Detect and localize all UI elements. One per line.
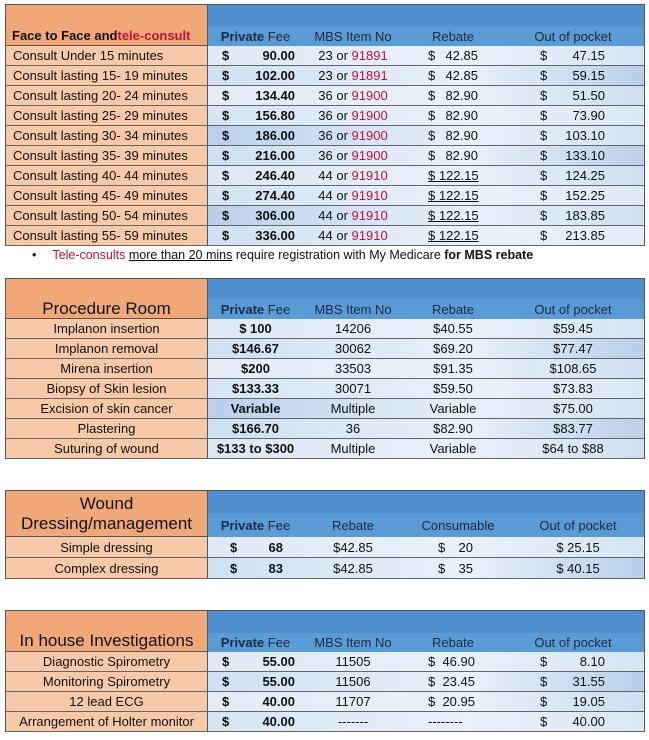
column-header-consumable bbox=[403, 513, 513, 537]
table-row bbox=[6, 186, 644, 206]
out-of-pocket: $ 40.15 bbox=[556, 560, 600, 576]
out-of-pocket: 124.25 bbox=[565, 168, 605, 183]
currency-symbol: $ bbox=[540, 228, 548, 243]
mbs-item: 36 bbox=[345, 421, 361, 436]
currency-symbol: $ bbox=[428, 48, 436, 63]
rebate: $ 122.15 bbox=[428, 228, 479, 243]
mbs-item: 11505 bbox=[335, 654, 371, 669]
mbs-item-b: 91900 bbox=[351, 108, 388, 123]
note-a: Tele-consults bbox=[52, 248, 129, 262]
currency-symbol: $ bbox=[540, 208, 548, 223]
title-line-1: Wound bbox=[79, 493, 134, 513]
column-header-rebate bbox=[403, 633, 503, 652]
currency-symbol: $ bbox=[222, 148, 230, 163]
row-label: Consult lasting 40- 44 minutes bbox=[6, 166, 208, 185]
column-header-out bbox=[503, 633, 643, 652]
row-values bbox=[208, 86, 644, 105]
private-fee: $166.70 bbox=[232, 421, 279, 436]
private-fee: 306.00 bbox=[255, 208, 295, 223]
row-label: Complex dressing bbox=[6, 558, 208, 578]
currency-symbol: $ bbox=[222, 654, 230, 669]
currency-symbol: $ bbox=[540, 128, 548, 143]
private-fee: $133.33 bbox=[232, 381, 279, 396]
mbs-item-a: 44 or bbox=[318, 228, 352, 243]
row-values bbox=[208, 537, 644, 557]
row-values bbox=[208, 439, 644, 458]
row-values bbox=[208, 359, 644, 378]
row-values bbox=[208, 652, 644, 671]
column-header-mbs bbox=[303, 299, 403, 319]
rebate: 82.90 bbox=[445, 128, 478, 143]
column-header-out bbox=[503, 299, 643, 319]
table-row bbox=[6, 379, 644, 399]
consumable: 35 bbox=[458, 560, 473, 576]
row-label: Arrangement of Holter monitor bbox=[6, 712, 208, 731]
rebate: $59.50 bbox=[433, 381, 473, 396]
private-fee: 274.40 bbox=[255, 188, 295, 203]
row-values bbox=[208, 379, 644, 398]
mbs-item: 30062 bbox=[334, 341, 372, 356]
private-fee: $133 to $300 bbox=[216, 441, 295, 456]
table-row bbox=[6, 146, 644, 166]
currency-symbol: $ bbox=[230, 560, 238, 576]
title-red: tele-consult bbox=[117, 28, 191, 43]
currency-symbol: $ bbox=[540, 714, 548, 729]
currency-symbol: $ bbox=[428, 108, 436, 123]
private-fee: 83 bbox=[268, 560, 283, 576]
note-b: more than 20 mins bbox=[128, 248, 233, 262]
out-of-pocket: 213.85 bbox=[565, 228, 605, 243]
rebate: $40.55 bbox=[433, 321, 473, 336]
header-label: MBS Item No bbox=[314, 301, 392, 317]
header-row bbox=[208, 633, 644, 653]
column-header-rebate bbox=[403, 299, 503, 319]
table-row bbox=[6, 537, 644, 558]
row-values bbox=[208, 186, 644, 205]
table-row bbox=[6, 652, 644, 672]
investigations-table bbox=[5, 610, 645, 732]
header-band bbox=[208, 611, 644, 634]
row-label: 12 lead ECG bbox=[6, 692, 208, 711]
title-text: Procedure Room bbox=[42, 298, 171, 318]
currency-symbol: $ bbox=[222, 674, 230, 689]
currency-symbol: $ bbox=[230, 539, 238, 555]
out-of-pocket: 183.85 bbox=[565, 208, 605, 223]
private-fee: 186.00 bbox=[255, 128, 295, 143]
currency-symbol: $ bbox=[540, 168, 548, 183]
column-header-rebate bbox=[403, 26, 503, 46]
row-values bbox=[208, 712, 644, 731]
header-rest: Fee bbox=[264, 301, 291, 317]
header-label: Consumable bbox=[421, 517, 495, 533]
row-label: Implanon removal bbox=[6, 339, 208, 358]
out-of-pocket: $75.00 bbox=[553, 401, 593, 416]
currency-symbol: $ bbox=[540, 68, 548, 83]
header-label: Rebate bbox=[332, 517, 374, 533]
row-label: Simple dressing bbox=[6, 537, 208, 557]
header-rest: Fee bbox=[264, 28, 291, 44]
row-values bbox=[208, 399, 644, 418]
mbs-item-b: 91891 bbox=[351, 48, 388, 63]
row-label: Suturing of wound bbox=[6, 439, 208, 458]
mbs-item-a: 36 or bbox=[318, 88, 352, 103]
currency-symbol: $ bbox=[428, 128, 436, 143]
rebate: 82.90 bbox=[445, 148, 478, 163]
row-values bbox=[208, 106, 644, 125]
currency-symbol: $ bbox=[222, 48, 230, 63]
rebate: $ 20.95 bbox=[428, 694, 475, 709]
rebate: $91.35 bbox=[433, 361, 473, 376]
header-band bbox=[208, 491, 644, 514]
private-fee: 40.00 bbox=[262, 714, 295, 729]
header-row bbox=[208, 513, 644, 538]
table-row bbox=[6, 86, 644, 106]
row-label: Consult lasting 15- 19 minutes bbox=[6, 66, 208, 85]
row-label: Mirena insertion bbox=[6, 359, 208, 378]
private-fee: Variable bbox=[230, 401, 281, 416]
mbs-item: 33503 bbox=[334, 361, 372, 376]
mbs-item: 30071 bbox=[334, 381, 372, 396]
row-values bbox=[208, 66, 644, 85]
mbs-item-b: 91910 bbox=[351, 188, 388, 203]
out-of-pocket: $77.47 bbox=[553, 341, 593, 356]
mbs-item-a: 36 or bbox=[318, 128, 352, 143]
header-label: Out of pocket bbox=[539, 517, 617, 533]
column-header-fee bbox=[208, 26, 303, 46]
table-row bbox=[6, 319, 644, 339]
out-of-pocket: 73.90 bbox=[572, 108, 605, 123]
header-label: Out of pocket bbox=[534, 301, 612, 317]
row-values bbox=[208, 419, 644, 438]
out-of-pocket: 31.55 bbox=[572, 674, 605, 689]
table-row bbox=[6, 106, 644, 126]
currency-symbol: $ bbox=[540, 694, 548, 709]
table-row bbox=[6, 339, 644, 359]
currency-symbol: $ bbox=[222, 188, 230, 203]
rebate: $82.90 bbox=[433, 421, 473, 436]
private-fee: 246.40 bbox=[255, 168, 295, 183]
rebate: $ 46.90 bbox=[428, 654, 475, 669]
private-fee: 156.80 bbox=[255, 108, 295, 123]
out-of-pocket: $ 25.15 bbox=[556, 539, 600, 555]
column-header-fee bbox=[208, 633, 303, 652]
table-row bbox=[6, 558, 644, 579]
currency-symbol: $ bbox=[540, 674, 548, 689]
rebate: 42.85 bbox=[445, 48, 478, 63]
mbs-item-a: 23 or bbox=[318, 48, 352, 63]
currency-symbol: $ bbox=[438, 539, 446, 555]
private-fee: 68 bbox=[268, 539, 283, 555]
table-row bbox=[6, 672, 644, 692]
table-row bbox=[6, 419, 644, 439]
currency-symbol: $ bbox=[222, 128, 230, 143]
mbs-item-a: 44 or bbox=[318, 188, 352, 203]
header-band bbox=[208, 279, 644, 300]
out-of-pocket: 51.50 bbox=[572, 88, 605, 103]
header-label: Rebate bbox=[432, 28, 474, 44]
mbs-item bbox=[303, 106, 403, 125]
table-row bbox=[6, 226, 644, 246]
currency-symbol: $ bbox=[428, 88, 436, 103]
header-rest: Fee bbox=[264, 635, 291, 650]
row-values bbox=[208, 339, 644, 358]
currency-symbol: $ bbox=[222, 68, 230, 83]
out-of-pocket: $59.45 bbox=[553, 321, 593, 336]
table-row bbox=[6, 692, 644, 712]
table-row bbox=[6, 439, 644, 459]
row-label: Consult lasting 50- 54 minutes bbox=[6, 206, 208, 225]
currency-symbol: $ bbox=[540, 108, 548, 123]
header-row bbox=[208, 26, 644, 47]
out-of-pocket: $108.65 bbox=[549, 361, 597, 376]
column-header-out bbox=[513, 513, 643, 537]
currency-symbol: $ bbox=[222, 714, 230, 729]
row-values bbox=[208, 558, 644, 578]
investigations-title bbox=[6, 611, 208, 652]
header-label: Rebate bbox=[432, 635, 474, 650]
out-of-pocket: $64 to $88 bbox=[542, 441, 604, 456]
header-bold: Private bbox=[220, 517, 265, 533]
table-row bbox=[6, 712, 644, 732]
mbs-item bbox=[303, 126, 403, 145]
mbs-item bbox=[303, 186, 403, 205]
mbs-item bbox=[303, 166, 403, 185]
header-rest: Fee bbox=[264, 517, 291, 533]
mbs-item-b: 91900 bbox=[351, 128, 388, 143]
rebate: $69.20 bbox=[433, 341, 473, 356]
out-of-pocket: 103.10 bbox=[565, 128, 605, 143]
out-of-pocket: 59.15 bbox=[572, 68, 605, 83]
title-text: Face to Face and bbox=[12, 28, 118, 43]
private-fee: 55.00 bbox=[262, 674, 295, 689]
row-label: Plastering bbox=[6, 419, 208, 438]
row-label: Excision of skin cancer bbox=[6, 399, 208, 418]
mbs-item: Multiple bbox=[330, 401, 376, 416]
private-fee: 336.00 bbox=[255, 228, 295, 243]
mbs-item: 11506 bbox=[335, 674, 371, 689]
mbs-item bbox=[303, 86, 403, 105]
title-line-2: Dressing/management bbox=[20, 513, 193, 533]
rebate: $42.85 bbox=[333, 539, 373, 555]
mbs-item-a: 23 or bbox=[318, 68, 352, 83]
mbs-item bbox=[303, 46, 403, 65]
table-row bbox=[6, 166, 644, 186]
procedure-table bbox=[5, 278, 645, 459]
header-row bbox=[208, 299, 644, 320]
currency-symbol: $ bbox=[222, 694, 230, 709]
rebate: 42.85 bbox=[445, 68, 478, 83]
row-values bbox=[208, 166, 644, 185]
private-fee: $200 bbox=[241, 361, 270, 376]
out-of-pocket: $83.77 bbox=[553, 421, 593, 436]
note-c: require registration with My Medicare bbox=[232, 248, 445, 262]
header-label: Out of pocket bbox=[534, 635, 612, 650]
currency-symbol: $ bbox=[540, 48, 548, 63]
column-header-mbs bbox=[303, 633, 403, 652]
out-of-pocket: 40.00 bbox=[572, 714, 605, 729]
private-fee: 216.00 bbox=[255, 148, 295, 163]
out-of-pocket: 133.10 bbox=[565, 148, 605, 163]
mbs-item-a: 44 or bbox=[318, 168, 352, 183]
wound-title bbox=[6, 491, 208, 537]
row-values bbox=[208, 319, 644, 338]
mbs-item: 14206 bbox=[334, 321, 372, 336]
rebate: 82.90 bbox=[445, 88, 478, 103]
currency-symbol: $ bbox=[222, 168, 230, 183]
mbs-item: Multiple bbox=[330, 441, 376, 456]
mbs-item-b: 91910 bbox=[351, 208, 388, 223]
table-row bbox=[6, 126, 644, 146]
row-values bbox=[208, 672, 644, 691]
consult-table bbox=[5, 4, 645, 246]
rebate: Variable bbox=[429, 401, 477, 416]
rebate: 82.90 bbox=[445, 108, 478, 123]
header-bold: Private bbox=[220, 301, 265, 317]
mbs-item bbox=[303, 146, 403, 165]
row-values bbox=[208, 206, 644, 225]
row-values bbox=[208, 226, 644, 245]
header-label: Rebate bbox=[432, 301, 474, 317]
row-values bbox=[208, 692, 644, 711]
private-fee: $146.67 bbox=[232, 341, 279, 356]
mbs-item: 11707 bbox=[335, 694, 371, 709]
private-fee: $ 100 bbox=[239, 321, 272, 336]
private-fee: 134.40 bbox=[255, 88, 295, 103]
currency-symbol: $ bbox=[222, 228, 230, 243]
rebate: Variable bbox=[429, 441, 477, 456]
rebate: $42.85 bbox=[333, 560, 373, 576]
header-label: Out of pocket bbox=[534, 28, 612, 44]
private-fee: 102.00 bbox=[255, 68, 295, 83]
rebate: $ 122.15 bbox=[428, 168, 479, 183]
mbs-item: ------- bbox=[337, 714, 369, 729]
currency-symbol: $ bbox=[438, 560, 446, 576]
rebate: $ 122.15 bbox=[428, 188, 479, 203]
row-values bbox=[208, 46, 644, 65]
row-label: Consult lasting 55- 59 minutes bbox=[6, 226, 208, 245]
private-fee: 90.00 bbox=[262, 48, 295, 63]
row-label: Consult lasting 35- 39 minutes bbox=[6, 146, 208, 165]
mbs-item-b: 91910 bbox=[351, 168, 388, 183]
currency-symbol: $ bbox=[428, 68, 436, 83]
note-d: for MBS rebate bbox=[444, 248, 534, 262]
row-label: Implanon insertion bbox=[6, 319, 208, 338]
out-of-pocket: $73.83 bbox=[553, 381, 593, 396]
mbs-item-b: 91891 bbox=[351, 68, 388, 83]
header-bold: Private bbox=[220, 28, 265, 44]
procedure-title bbox=[6, 279, 208, 319]
rebate: -------- bbox=[428, 714, 463, 729]
row-label: Consult lasting 20- 24 minutes bbox=[6, 86, 208, 105]
registration-note bbox=[32, 248, 533, 262]
private-fee: 40.00 bbox=[262, 694, 295, 709]
consult-title bbox=[6, 5, 208, 46]
mbs-item-b: 91910 bbox=[351, 228, 388, 243]
currency-symbol: $ bbox=[540, 654, 548, 669]
header-bold: Private bbox=[220, 635, 265, 650]
wound-table bbox=[5, 490, 645, 579]
table-row bbox=[6, 359, 644, 379]
currency-symbol: $ bbox=[540, 148, 548, 163]
column-header-fee bbox=[208, 299, 303, 319]
column-header-out bbox=[503, 26, 643, 46]
currency-symbol: $ bbox=[222, 88, 230, 103]
currency-symbol: $ bbox=[222, 108, 230, 123]
title-text: In house Investigations bbox=[19, 631, 194, 650]
row-values bbox=[208, 146, 644, 165]
mbs-item-a: 36 or bbox=[318, 148, 352, 163]
out-of-pocket: 47.15 bbox=[572, 48, 605, 63]
table-row bbox=[6, 46, 644, 66]
row-label: Monitoring Spirometry bbox=[6, 672, 208, 691]
currency-symbol: $ bbox=[540, 88, 548, 103]
rebate: $ 23.45 bbox=[428, 674, 475, 689]
consumable: 20 bbox=[458, 539, 473, 555]
row-label: Consult lasting 25- 29 minutes bbox=[6, 106, 208, 125]
row-label: Diagnostic Spirometry bbox=[6, 652, 208, 671]
row-values bbox=[208, 126, 644, 145]
out-of-pocket: 152.25 bbox=[565, 188, 605, 203]
mbs-item bbox=[303, 66, 403, 85]
row-label: Biopsy of Skin lesion bbox=[6, 379, 208, 398]
header-band bbox=[208, 5, 644, 27]
private-fee: 55.00 bbox=[262, 654, 295, 669]
header-label: MBS Item No bbox=[314, 635, 392, 650]
mbs-item-b: 91900 bbox=[351, 148, 388, 163]
rebate: $ 122.15 bbox=[428, 208, 479, 223]
out-of-pocket: 8.10 bbox=[579, 654, 605, 669]
mbs-item-a: 36 or bbox=[318, 108, 352, 123]
mbs-item-b: 91900 bbox=[351, 88, 388, 103]
row-label: Consult lasting 45- 49 minutes bbox=[6, 186, 208, 205]
mbs-item bbox=[303, 206, 403, 225]
mbs-item bbox=[303, 226, 403, 245]
currency-symbol: $ bbox=[540, 188, 548, 203]
table-row bbox=[6, 399, 644, 419]
table-row bbox=[6, 66, 644, 86]
mbs-item-a: 44 or bbox=[318, 208, 352, 223]
bullet-icon: • bbox=[32, 248, 37, 262]
table-row bbox=[6, 206, 644, 226]
column-header-fee bbox=[208, 513, 303, 537]
row-label: Consult lasting 30- 34 minutes bbox=[6, 126, 208, 145]
currency-symbol: $ bbox=[428, 148, 436, 163]
row-label: Consult Under 15 minutes bbox=[6, 46, 208, 65]
currency-symbol: $ bbox=[222, 208, 230, 223]
column-header-mbs bbox=[303, 26, 403, 46]
header-label: MBS Item No bbox=[314, 28, 392, 44]
column-header-rebate bbox=[303, 513, 403, 537]
out-of-pocket: 19.05 bbox=[572, 694, 605, 709]
